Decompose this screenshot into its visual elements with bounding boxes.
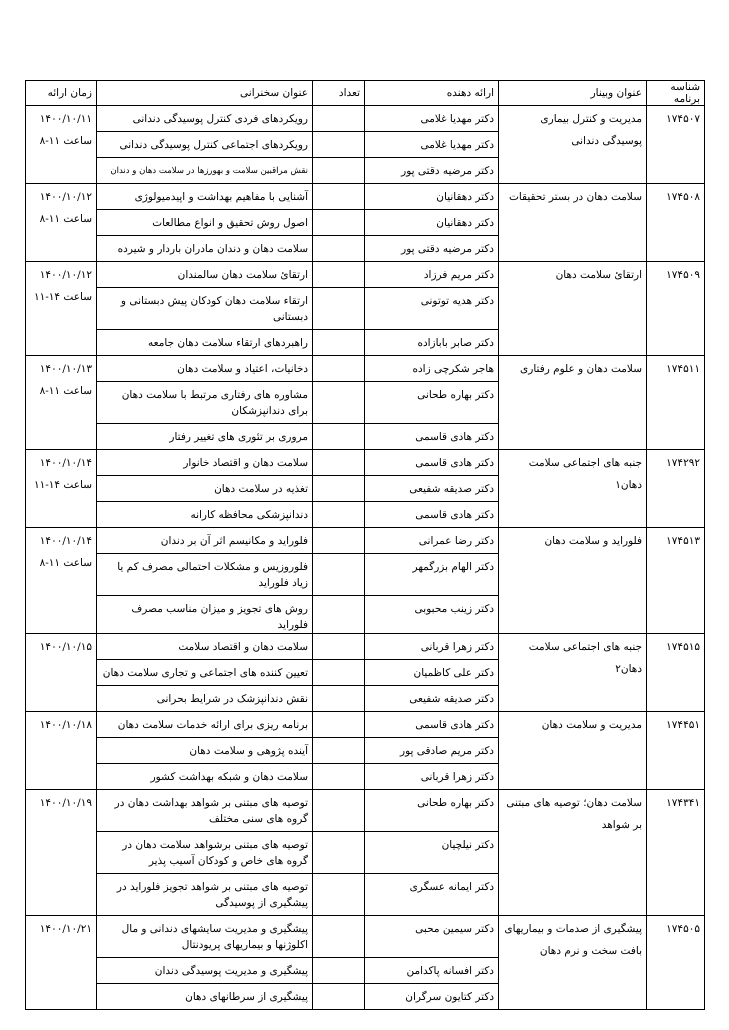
- count-cell: [313, 184, 365, 210]
- presenter-cell: دکتر دهقانیان: [365, 210, 499, 236]
- count-cell: [313, 634, 365, 660]
- talk-title-cell: روش های تجویز و میزان مناسب مصرف فلوراید: [97, 596, 313, 634]
- webinar-title-cell: ارتقائ سلامت دهان: [499, 262, 647, 356]
- presenter-cell: دکتر بهاره طحانی: [365, 790, 499, 832]
- count-cell: [313, 738, 365, 764]
- talk-title-cell: رویکردهای فردی کنترل پوسیدگی دندانی: [97, 106, 313, 132]
- count-cell: [313, 984, 365, 1010]
- talk-title-cell: آینده پژوهی و سلامت دهان: [97, 738, 313, 764]
- header-row: [26, 81, 705, 106]
- presenter-cell: هاجر شکرچی زاده: [365, 356, 499, 382]
- webinar-title-cell: سلامت دهان و علوم رفتاری: [499, 356, 647, 450]
- header-count: تعداد: [313, 81, 365, 106]
- hours-text: ساعت ۱۴-۱۱: [33, 479, 92, 491]
- talk-title-cell: تغذیه در سلامت دهان: [97, 476, 313, 502]
- talk-title-cell: مشاوره های رفتاری مرتبط با سلامت دهان برای دندانپزشکان: [97, 382, 313, 424]
- count-cell: [313, 528, 365, 554]
- presentation-time-cell: [26, 528, 97, 634]
- date-text: ۱۴۰۰/۱۰/۱۴: [39, 535, 92, 547]
- talk-title-cell: پیشگیری از سرطانهای دهان: [97, 984, 313, 1010]
- date-text: ۱۴۰۰/۱۰/۱۴: [39, 457, 92, 469]
- presentation-time-cell: [26, 184, 97, 262]
- webinar-title-cell: مدیریت و سلامت دهان: [499, 712, 647, 790]
- talk-title-cell: نقش دندانپزشک در شرایط بحرانی: [97, 686, 313, 712]
- header-presentation-time: زمان ارائه: [26, 81, 97, 106]
- header-talk-title: عنوان سخنرانی: [97, 81, 313, 106]
- presenter-cell: دکتر مریم صادقی پور: [365, 738, 499, 764]
- count-cell: [313, 158, 365, 184]
- table-row: [26, 262, 705, 288]
- program-id-cell: ۱۷۴۵۰۷: [647, 106, 705, 184]
- count-cell: [313, 502, 365, 528]
- count-cell: [313, 236, 365, 262]
- date-text: ۱۴۰۰/۱۰/۱۲: [39, 191, 92, 203]
- presentation-time-cell: [26, 450, 97, 528]
- talk-title-cell: ارتقائ سلامت دهان سالمندان: [97, 262, 313, 288]
- talk-title-cell: سلامت دهان و اقتصاد سلامت: [97, 634, 313, 660]
- hours-text: ساعت ۱۴-۱۱: [33, 291, 92, 303]
- count-cell: [313, 210, 365, 236]
- presenter-cell: دکتر مریم فرزاد: [365, 262, 499, 288]
- presenter-cell: دکتر مهدیا غلامی: [365, 106, 499, 132]
- talk-title-cell: توصیه های مبتنی برشواهد سلامت دهان در گروه های خاص و کودکان آسیب پذیر: [97, 832, 313, 874]
- talk-title-cell: سلامت دهان و دندان مادران باردار و شیرده: [97, 236, 313, 262]
- talk-title-cell: توصیه های مبتنی بر شواهد تجویز فلوراید در پیشگیری از پوسیدگی: [97, 874, 313, 916]
- presenter-cell: دکتر الهام بزرگمهر: [365, 554, 499, 596]
- talk-title-cell: اصول روش تحقیق و انواع مطالعات: [97, 210, 313, 236]
- presentation-time-cell: [26, 916, 97, 1010]
- webinar-title-cell: سلامت دهان در بستر تحقیقات: [499, 184, 647, 262]
- talk-title-cell: پیشگیری و مدیریت سایشهای دندانی و مال اکلوژنها و بیماریهای پریودنتال: [97, 916, 313, 958]
- talk-title-cell: مروری بر تئوری های تغییر رفتار: [97, 424, 313, 450]
- count-cell: [313, 660, 365, 686]
- program-id-cell: ۱۷۴۴۵۱: [647, 712, 705, 790]
- hours-text: ساعت ۱۱-۸: [39, 135, 92, 147]
- presenter-cell: دکتر مهدیا غلامی: [365, 132, 499, 158]
- header-webinar-title: عنوان وبینار: [499, 81, 647, 106]
- program-id-cell: ۱۷۴۵۱۳: [647, 528, 705, 634]
- talk-title-cell: ارتقاء سلامت دهان کودکان پیش دبستانی و دبستانی: [97, 288, 313, 330]
- presenter-cell: دکتر زهرا قربانی: [365, 634, 499, 660]
- program-id-cell: ۱۷۴۵۱۱: [647, 356, 705, 450]
- table-row: [26, 356, 705, 382]
- table-row: [26, 790, 705, 832]
- count-cell: [313, 330, 365, 356]
- table-row: [26, 634, 705, 660]
- presentation-time-cell: [26, 634, 97, 712]
- schedule-body: [26, 106, 705, 1010]
- program-id-cell: ۱۷۴۵۰۹: [647, 262, 705, 356]
- table-row: [26, 528, 705, 554]
- webinar-schedule-table: [25, 80, 705, 1010]
- date-text: ۱۴۰۰/۱۰/۱۲: [39, 269, 92, 281]
- presenter-cell: دکتر صابر بابازاده: [365, 330, 499, 356]
- count-cell: [313, 450, 365, 476]
- presenter-cell: دکتر هادی قاسمی: [365, 712, 499, 738]
- presenter-cell: دکتر سیمین محبی: [365, 916, 499, 958]
- count-cell: [313, 686, 365, 712]
- presenter-cell: دکتر زینب محبوبی: [365, 596, 499, 634]
- count-cell: [313, 958, 365, 984]
- hours-text: ساعت ۱۱-۸: [39, 213, 92, 225]
- count-cell: [313, 790, 365, 832]
- count-cell: [313, 262, 365, 288]
- webinar-title-cell: فلوراید و سلامت دهان: [499, 528, 647, 634]
- talk-title-cell: سلامت دهان و شبکه بهداشت کشور: [97, 764, 313, 790]
- presenter-cell: دکتر مرضیه دقتی پور: [365, 158, 499, 184]
- presenter-cell: دکتر نیلچیان: [365, 832, 499, 874]
- presenter-cell: دکتر افسانه پاکدامن: [365, 958, 499, 984]
- presenter-cell: دکتر صدیقه شفیعی: [365, 686, 499, 712]
- webinar-title-cell: جنبه های اجتماعی سلامت دهان۲: [499, 634, 647, 712]
- count-cell: [313, 288, 365, 330]
- presentation-time-cell: [26, 356, 97, 450]
- count-cell: [313, 874, 365, 916]
- webinar-title-cell: جنبه های اجتماعی سلامت دهان۱: [499, 450, 647, 528]
- talk-title-cell: دخانیات، اعتیاد و سلامت دهان: [97, 356, 313, 382]
- talk-title-cell: سلامت دهان و اقتصاد خانوار: [97, 450, 313, 476]
- webinar-title-cell: پیشگیری از صدمات و بیماریهای بافت سخت و نرم دهان: [499, 916, 647, 1010]
- presenter-cell: دکتر صدیقه شفیعی: [365, 476, 499, 502]
- presentation-time-cell: [26, 262, 97, 356]
- count-cell: [313, 106, 365, 132]
- table-row: [26, 106, 705, 132]
- presenter-cell: دکتر هادی قاسمی: [365, 502, 499, 528]
- count-cell: [313, 764, 365, 790]
- program-id-cell: ۱۷۴۵۱۵: [647, 634, 705, 712]
- presenter-cell: دکتر بهاره طحانی: [365, 382, 499, 424]
- header-presenter: ارائه دهنده: [365, 81, 499, 106]
- talk-title-cell: فلوراید و مکانیسم اثر آن بر دندان: [97, 528, 313, 554]
- talk-title-cell: تعیین کننده های اجتماعی و تجاری سلامت دهان: [97, 660, 313, 686]
- presenter-cell: دکتر مرضیه دقتی پور: [365, 236, 499, 262]
- presenter-cell: دکتر هادی قاسمی: [365, 424, 499, 450]
- count-cell: [313, 382, 365, 424]
- table-row: [26, 712, 705, 738]
- count-cell: [313, 476, 365, 502]
- date-text: ۱۴۰۰/۱۰/۱۸: [39, 719, 92, 731]
- program-id-cell: ۱۷۴۳۴۱: [647, 790, 705, 916]
- count-cell: [313, 916, 365, 958]
- program-id-cell: ۱۷۴۵۰۸: [647, 184, 705, 262]
- talk-title-cell: نقش مراقبین سلامت و بهورزها در سلامت دهان و دندان: [97, 158, 313, 184]
- presentation-time-cell: [26, 790, 97, 916]
- count-cell: [313, 712, 365, 738]
- date-text: ۱۴۰۰/۱۰/۱۹: [39, 797, 92, 809]
- count-cell: [313, 356, 365, 382]
- presenter-cell: دکتر دهقانیان: [365, 184, 499, 210]
- program-id-cell: ۱۷۴۲۹۲: [647, 450, 705, 528]
- talk-title-cell: پیشگیری و مدیریت پوسیدگی دندان: [97, 958, 313, 984]
- presenter-cell: دکتر هادی قاسمی: [365, 450, 499, 476]
- webinar-title-cell: مدیریت و کنترل بیماری پوسیدگی دندانی: [499, 106, 647, 184]
- presenter-cell: دکتر زهرا قربانی: [365, 764, 499, 790]
- talk-title-cell: توصیه های مبتنی بر شواهد بهداشت دهان در گروه های سنی مختلف: [97, 790, 313, 832]
- date-text: ۱۴۰۰/۱۰/۱۵: [39, 641, 92, 653]
- presentation-time-cell: [26, 106, 97, 184]
- program-id-cell: ۱۷۴۵۰۵: [647, 916, 705, 1010]
- talk-title-cell: راهبردهای ارتقاء سلامت دهان جامعه: [97, 330, 313, 356]
- header-program-id: شناسه برنامه: [647, 81, 705, 106]
- presenter-cell: دکتر علی کاظمیان: [365, 660, 499, 686]
- count-cell: [313, 424, 365, 450]
- presenter-cell: دکتر هدیه توتونی: [365, 288, 499, 330]
- count-cell: [313, 832, 365, 874]
- count-cell: [313, 132, 365, 158]
- hours-text: ساعت ۱۱-۸: [39, 557, 92, 569]
- table-row: [26, 184, 705, 210]
- presenter-cell: دکتر کتایون سرگران: [365, 984, 499, 1010]
- date-text: ۱۴۰۰/۱۰/۱۱: [39, 113, 92, 125]
- talk-title-cell: دندانپزشکی محافظه کارانه: [97, 502, 313, 528]
- table-row: [26, 450, 705, 476]
- table-row: [26, 916, 705, 958]
- date-text: ۱۴۰۰/۱۰/۲۱: [39, 923, 92, 935]
- date-text: ۱۴۰۰/۱۰/۱۳: [39, 363, 92, 375]
- talk-title-cell: برنامه ریزی برای ارائه خدمات سلامت دهان: [97, 712, 313, 738]
- presenter-cell: دکتر رضا عمرانی: [365, 528, 499, 554]
- presentation-time-cell: [26, 712, 97, 790]
- count-cell: [313, 554, 365, 596]
- talk-title-cell: رویکردهای اجتماعی کنترل پوسیدگی دندانی: [97, 132, 313, 158]
- hours-text: ساعت ۱۱-۸: [39, 385, 92, 397]
- webinar-title-cell: سلامت دهان؛ توصیه های مبتنی بر شواهد: [499, 790, 647, 916]
- talk-title-cell: آشنایی با مفاهیم بهداشت و اپیدمیولوژی: [97, 184, 313, 210]
- talk-title-cell: فلوروزیس و مشکلات احتمالی مصرف کم یا زیاد فلوراید: [97, 554, 313, 596]
- count-cell: [313, 596, 365, 634]
- presenter-cell: دکتر ایمانه عسگری: [365, 874, 499, 916]
